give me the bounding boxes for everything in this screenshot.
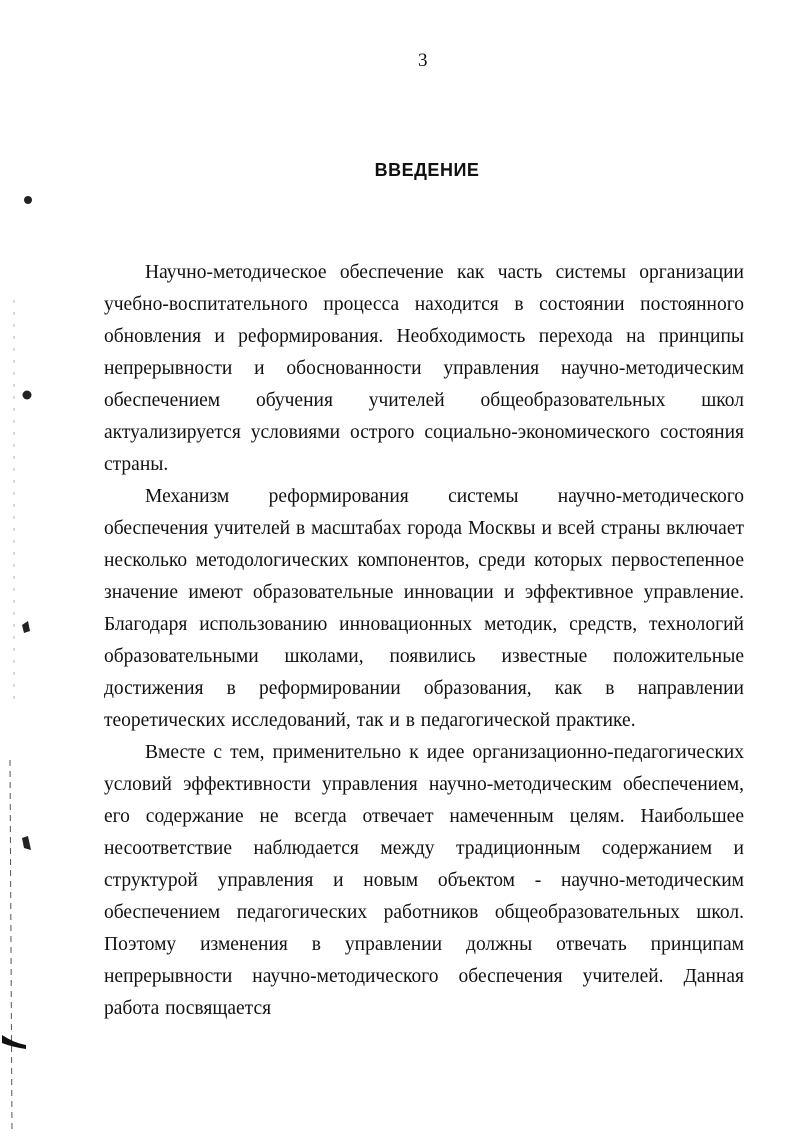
paragraph: Вместе с тем, применительно к идее организационно-педагогических условий эффективности управления научно-методическим обеспечением, его содержание не всегда отвечает намеченным целям. Наибольшее несоответствие наблюдается между традиционным содержанием и структурой управления и новым объектом - научно-методическим обеспечением педагогических работников общеобразовательных школ. Поэтому изменения в управлении должны отвечать принципам непрерывности научно-методического обеспечения учителей. Данная работа посвящается <box>104 742 744 1019</box>
paragraph: Научно-методическое обеспечение как часть системы организации учебно-воспитательного процесса находится в состоянии постоянного обновления и реформирования. Необходимость перехода на принципы непрерывности и обоснованности управления научно-методическим обеспечением обучения учителей общеобразовательных школ актуализируется условиями острого социально-экономического состояния страны. <box>104 262 744 475</box>
page-number: 3 <box>418 50 428 71</box>
section-heading: ВВЕДЕНИЕ <box>374 160 480 180</box>
paragraph: Механизм реформирования системы научно-методического обеспечения учителей в масштабах города Москвы и всей страны включает несколько методологических компонентов, среди которых первостепенное значение имеют образовательные инновации и эффективное управление. Благодаря использованию инновационных методик, средств, технологий образовательными школами, появились известные положительные достижения в реформировании образования, как в направлении теоретических исследований, так и в педагогической практике. <box>104 486 744 731</box>
body-text <box>104 257 744 1025</box>
